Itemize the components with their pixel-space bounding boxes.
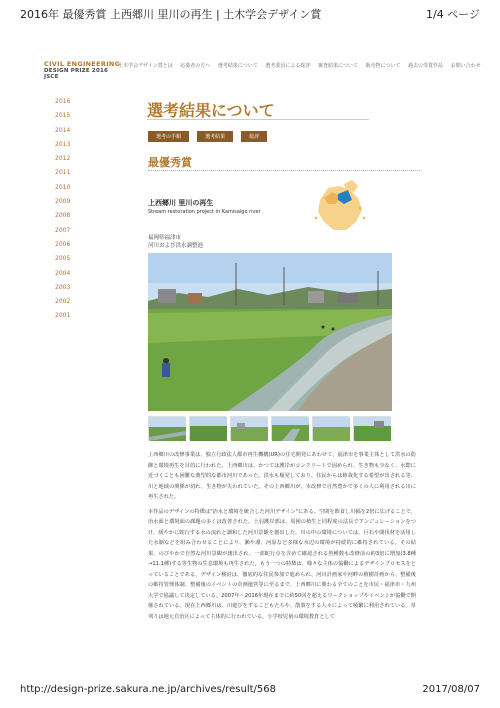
- section-tabs: [148, 123, 270, 142]
- year-link[interactable]: 2006: [55, 240, 71, 248]
- award-heading: 最優秀賞: [148, 156, 192, 169]
- nav-link-about[interactable]: 土木学会デザイン賞とは: [118, 63, 173, 69]
- site-logo[interactable]: [44, 60, 124, 80]
- nav-link-results[interactable]: 選考結果について: [217, 63, 258, 69]
- paragraph: 上西郷川の改修事業は、独立行政法人都市再生機構(UR)の住宅開発にあわせて、福津市を事業主体として洪水の防御と環境再生を目的に行われた。上西郷川は、かつては護岸がコンクリートで固められ、生き物も少なく、水際に近づくことも困難な典型的な都市河川であった。洪水も頻発しており、住民からは植栽化する希望が出される等、川と地域の関係が切れ、生き物が失われていた。その上西郷川が、本改修で自然豊かで多くの人に利用される川に再生された。: [148, 452, 416, 500]
- year-link[interactable]: 2001: [55, 312, 71, 320]
- nav-link-contact[interactable]: お問い合わせ: [450, 63, 481, 69]
- print-header: [20, 6, 480, 22]
- year-link[interactable]: 2013: [55, 140, 71, 148]
- print-date: 2017/08/07: [422, 684, 480, 695]
- tab-selection-results[interactable]: 選考結果: [197, 131, 233, 142]
- logo-line-1: CIVIL ENGINEERING: [44, 60, 121, 68]
- year-link[interactable]: 2005: [55, 255, 71, 263]
- nav-link-applicants[interactable]: 応募者の方へ: [180, 63, 211, 69]
- thumbnail[interactable]: [312, 416, 349, 440]
- nav-link-sales[interactable]: 販売物について: [365, 63, 401, 69]
- thumbnail[interactable]: [230, 416, 267, 440]
- nav-link-review[interactable]: 選考委員による総評: [265, 63, 311, 69]
- year-link[interactable]: 2012: [55, 155, 71, 163]
- project-title: 上西郷川 里川の再生: [148, 199, 214, 207]
- tab-selection-procedure[interactable]: 選考の手順: [148, 131, 189, 142]
- year-link[interactable]: 2016: [55, 98, 71, 105]
- project-location: 福岡県福津市: [148, 235, 182, 241]
- year-link[interactable]: 2010: [55, 183, 71, 191]
- thumbnail[interactable]: [148, 416, 185, 440]
- project-type: 河川および洪水調整池: [148, 243, 204, 249]
- paragraph: 本作品のデザインの特徴は"治水と環境を統合した河川デザイン"にある。空間を飲食し川幅を2倍に広げることで、治水面と環境面の課題の多くは改善された。土羽護岸部は、周囲の植生と同程度の法長でアンジュレーションをつけ、緩やかに蛇行する水の流れと調和した河川景観を創出した。川の中の環境については、巨石や間伐材を活用した水制などを組み合わせることにより、瀬や淵、河原など多様な水辺の環境が持続的に維持されている。その結果、のびやかで自然な河川景観が創出され、一部蛇行点を含めて確認される魚種数も改修前の約3倍に増加(3.8種→11.1種)する等生物の生息環境も再生された。もう一つの特徴は、様々な主体の協働によるデザインプロセスをとっていることである。デザイン検討は、徹底的な住民参加で進められ、河川計画家や河畔の植樹計画から、整備後の維持管理体制、整備後のイベントの企画運営等に至るまで、上西郷川に関わる全てのことを市民・福津市・九州大学で協議して決定している。2007年～2016年現在までに約50回を超えるワークショップやイベントが協働で開催されている。現在上西郷川は、川遊びをするこどもたちや、散策をする人々によって頻繁に利用されている。草刈りは地元自治区によって主体的に行われている。小学校児童の環境教育として: [148, 508, 416, 620]
- title-divider: [147, 119, 369, 120]
- thumbnail[interactable]: [271, 416, 308, 440]
- section-divider: [148, 170, 420, 171]
- thumbnail[interactable]: [353, 416, 390, 440]
- year-link[interactable]: 2007: [55, 226, 71, 234]
- year-link[interactable]: 2002: [55, 298, 71, 306]
- thumbnail[interactable]: [189, 416, 226, 440]
- year-link[interactable]: 2009: [55, 198, 71, 206]
- print-url: http://design-prize.sakura.ne.jp/archives/result/568: [20, 684, 277, 695]
- project-title-english: Stream restoration project in Kamisaigo river: [148, 209, 261, 215]
- print-header-title: 2016年 最優秀賞 上西郷川 里川の再生 | 土木学会デザイン賞: [20, 8, 322, 21]
- page-title: 選考結果について: [147, 101, 275, 120]
- logo-line-2: DESIGN PRIZE 2016 JSCE: [44, 68, 109, 80]
- year-link[interactable]: 2014: [55, 126, 71, 134]
- description-text: [148, 450, 416, 626]
- year-link[interactable]: 2003: [55, 283, 71, 291]
- top-navigation: [118, 62, 481, 69]
- print-page-number: 1/4 ページ: [426, 8, 480, 21]
- tab-review[interactable]: 総評: [241, 131, 267, 142]
- location-map: [310, 178, 370, 238]
- nav-link-judging[interactable]: 審査結果について: [317, 63, 358, 69]
- year-link[interactable]: 2015: [55, 112, 71, 120]
- year-link[interactable]: 2004: [55, 269, 71, 277]
- nav-link-past-works[interactable]: 過去の受賞作品: [407, 63, 443, 69]
- year-link[interactable]: 2008: [55, 212, 71, 220]
- print-footer: [20, 684, 480, 698]
- year-sidebar: [55, 98, 85, 327]
- year-link[interactable]: 2011: [55, 169, 71, 177]
- main-photo[interactable]: [148, 253, 392, 411]
